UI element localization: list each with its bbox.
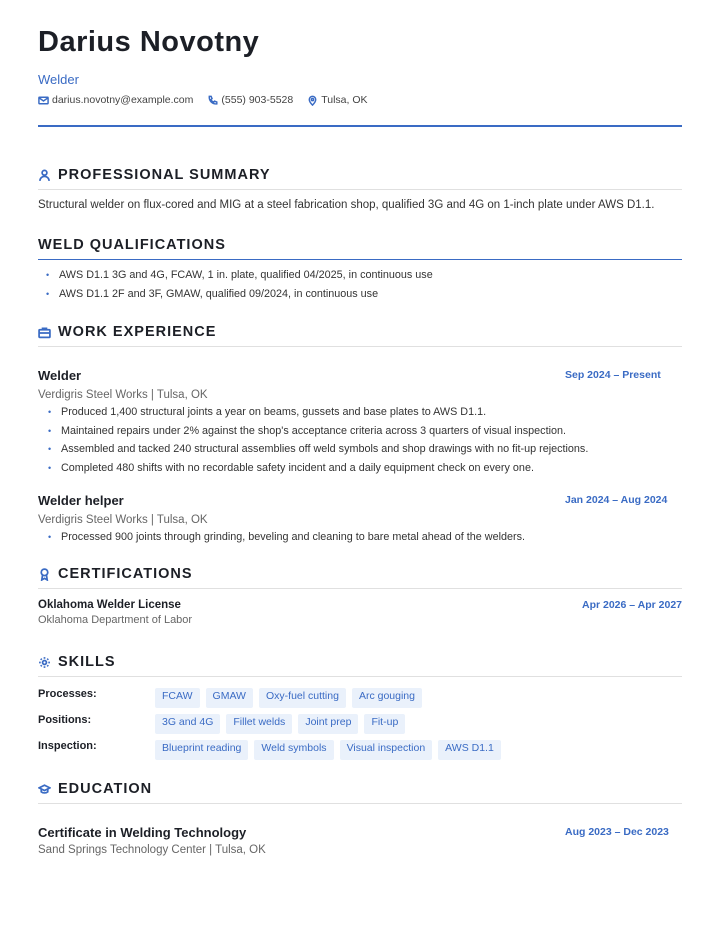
skill-chip: Joint prep: [298, 714, 358, 734]
job-org: Verdigris Steel Works | Tulsa, OK: [38, 514, 208, 526]
skill-chips: [155, 740, 501, 760]
contact-phone[interactable]: [207, 94, 293, 106]
job-title: Welder: [38, 368, 82, 383]
skill-chip: Fillet welds: [226, 714, 292, 734]
list-item: • AWS D1.1 3G and 4G, FCAW, 1 in. plate, qualified 04/2025, in continuous use: [38, 266, 682, 285]
location-icon: [307, 95, 318, 106]
section-qualifications-heading: [38, 237, 682, 260]
section-experience-heading: [38, 324, 682, 347]
skill-chip: Visual inspection: [340, 740, 433, 760]
skill-chips: [155, 688, 422, 708]
job-entry: [38, 368, 682, 477]
skill-chip: FCAW: [155, 688, 200, 708]
candidate-name: Darius Novotny: [38, 26, 260, 58]
skill-chip: Oxy-fuel cutting: [259, 688, 346, 708]
certification-entry: [38, 599, 682, 626]
section-skills: [38, 654, 682, 677]
skill-group: [38, 714, 682, 736]
section-certifications: [38, 566, 682, 589]
gear-icon: [38, 656, 51, 669]
education-school: Sand Springs Technology Center | Tulsa, OK: [38, 844, 266, 856]
section-experience-title: WORK EXPERIENCE: [58, 324, 217, 340]
qualifications-list: [38, 266, 682, 304]
skill-chip: Blueprint reading: [155, 740, 248, 760]
job-org: Verdigris Steel Works | Tulsa, OK: [38, 389, 208, 401]
graduation-cap-icon: [38, 783, 51, 796]
briefcase-icon: [38, 326, 51, 339]
section-certifications-title: CERTIFICATIONS: [58, 566, 193, 582]
skill-chip: 3G and 4G: [155, 714, 220, 734]
section-education-title: EDUCATION: [58, 781, 153, 797]
section-summary: [38, 167, 682, 211]
education-dates: Aug 2023 – Dec 2023: [565, 826, 669, 838]
contact-email[interactable]: [38, 94, 193, 106]
education-entry: [38, 825, 682, 858]
section-summary-heading: [38, 167, 682, 190]
phone-icon: [207, 95, 218, 106]
job-entry: [38, 493, 682, 547]
candidate-role: Welder: [38, 72, 79, 87]
skill-chip: GMAW: [206, 688, 253, 708]
contact-location-text: Tulsa, OK: [321, 94, 368, 106]
skill-group-label: Positions:: [38, 714, 92, 726]
contact-phone-text: (555) 903-5528: [221, 94, 294, 106]
skill-chip: Arc gouging: [352, 688, 422, 708]
award-icon: [38, 568, 51, 581]
section-education-heading: [38, 781, 682, 804]
contact-email-text: darius.novotny@example.com: [52, 94, 194, 106]
skill-chip: AWS D1.1: [438, 740, 501, 760]
header-divider: [38, 125, 682, 127]
skill-chip: Fit-up: [364, 714, 405, 734]
list-item: • Maintained repairs under 2% against the shop's acceptance criteria across 3 quarters of visual inspection.: [40, 422, 682, 441]
list-item: • Completed 480 shifts with no recordable safety incident and a daily equipment check on every one.: [40, 459, 682, 478]
summary-text: Structural welder on flux-cored and MIG at a steel fabrication shop, qualified 3G and 4G on 1-inch plate under AWS D1.1.: [38, 199, 655, 211]
section-qualifications: [38, 237, 682, 304]
list-item: • Produced 1,400 structural joints a year on beams, gussets and base plates to AWS D1.1.: [40, 403, 682, 422]
job-bullets: [40, 528, 682, 547]
job-dates: Sep 2024 – Present: [565, 369, 661, 381]
certification-issuer: Oklahoma Department of Labor: [38, 614, 193, 626]
certification-dates: Apr 2026 – Apr 2027: [582, 599, 683, 611]
section-education: [38, 781, 682, 804]
person-icon: [38, 169, 51, 182]
list-item: • Assembled and tacked 240 structural assemblies off weld symbols and shop drawings with no fit-up rejections.: [40, 440, 682, 459]
skill-group-label: Inspection:: [38, 740, 97, 752]
contact-info: [38, 94, 368, 106]
skill-group: [38, 688, 682, 710]
education-degree: Certificate in Welding Technology: [38, 825, 247, 840]
section-skills-heading: [38, 654, 682, 677]
contact-location: [307, 94, 367, 106]
skill-chip: Weld symbols: [254, 740, 333, 760]
job-dates: Jan 2024 – Aug 2024: [565, 494, 668, 506]
skill-chips: [155, 714, 405, 734]
skill-group-label: Processes:: [38, 688, 97, 700]
mail-icon: [38, 95, 49, 106]
job-title: Welder helper: [38, 493, 124, 508]
job-bullets: [40, 403, 682, 477]
certification-name: Oklahoma Welder License: [38, 599, 181, 611]
skill-group: [38, 740, 682, 762]
section-experience: [38, 324, 682, 347]
section-certifications-heading: [38, 566, 682, 589]
list-item: • Processed 900 joints through grinding, beveling and cleaning to bare metal ahead of the welders.: [40, 528, 682, 547]
section-summary-title: PROFESSIONAL SUMMARY: [58, 167, 271, 183]
section-qualifications-title: WELD QUALIFICATIONS: [38, 237, 226, 253]
list-item: • AWS D1.1 2F and 3F, GMAW, qualified 09/2024, in continuous use: [38, 285, 682, 304]
section-skills-title: SKILLS: [58, 654, 116, 670]
